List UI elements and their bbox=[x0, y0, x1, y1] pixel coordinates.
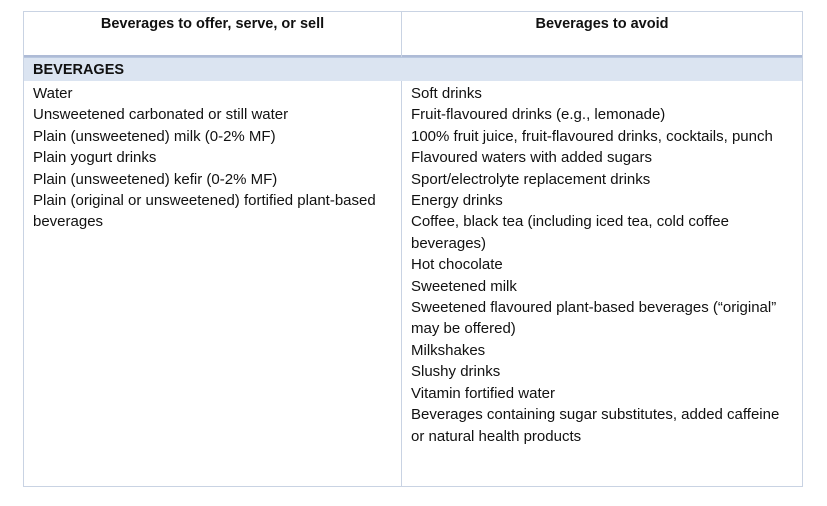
avoid-item: Vitamin fortified water bbox=[411, 384, 555, 402]
beverages-table bbox=[23, 11, 803, 487]
avoid-item: Slushy drinks bbox=[411, 363, 501, 381]
offer-list bbox=[33, 83, 383, 233]
offer-item: Plain yogurt drinks bbox=[33, 149, 157, 167]
avoid-item: Sweetened flavoured plant-based beverages (“original” may be offered) bbox=[411, 299, 777, 338]
column-divider bbox=[401, 12, 402, 486]
avoid-item: Milkshakes bbox=[411, 341, 486, 359]
avoid-item: Beverages containing sugar substitutes, added caffeine or natural health products bbox=[411, 406, 780, 445]
offer-item: Plain (unsweetened) milk (0-2% MF) bbox=[33, 127, 276, 145]
section-label: BEVERAGES bbox=[33, 62, 125, 78]
header-offer: Beverages to offer, serve, or sell bbox=[100, 16, 325, 32]
offer-item: Plain (original or unsweetened) fortified plant-based beverages bbox=[33, 192, 376, 231]
offer-item: Unsweetened carbonated or still water bbox=[33, 106, 289, 124]
avoid-item: Sweetened milk bbox=[411, 277, 517, 295]
avoid-item: Fruit-flavoured drinks (e.g., lemonade) bbox=[411, 106, 666, 124]
offer-item: Water bbox=[33, 85, 73, 102]
avoid-item: Soft drinks bbox=[411, 85, 482, 102]
avoid-item: Coffee, black tea (including iced tea, cold coffee beverages) bbox=[411, 213, 729, 252]
avoid-item: Energy drinks bbox=[411, 192, 503, 210]
avoid-list bbox=[411, 83, 781, 447]
avoid-item: Flavoured waters with added sugars bbox=[411, 149, 652, 167]
table-header-row bbox=[24, 12, 802, 57]
header-avoid: Beverages to avoid bbox=[535, 16, 669, 32]
avoid-item: 100% fruit juice, fruit-flavoured drinks, cocktails, punch bbox=[411, 127, 773, 145]
avoid-item: Hot chocolate bbox=[411, 256, 503, 274]
avoid-item: Sport/electrolyte replacement drinks bbox=[411, 170, 651, 188]
offer-item: Plain (unsweetened) kefir (0-2% MF) bbox=[33, 170, 278, 188]
section-row bbox=[24, 57, 802, 81]
